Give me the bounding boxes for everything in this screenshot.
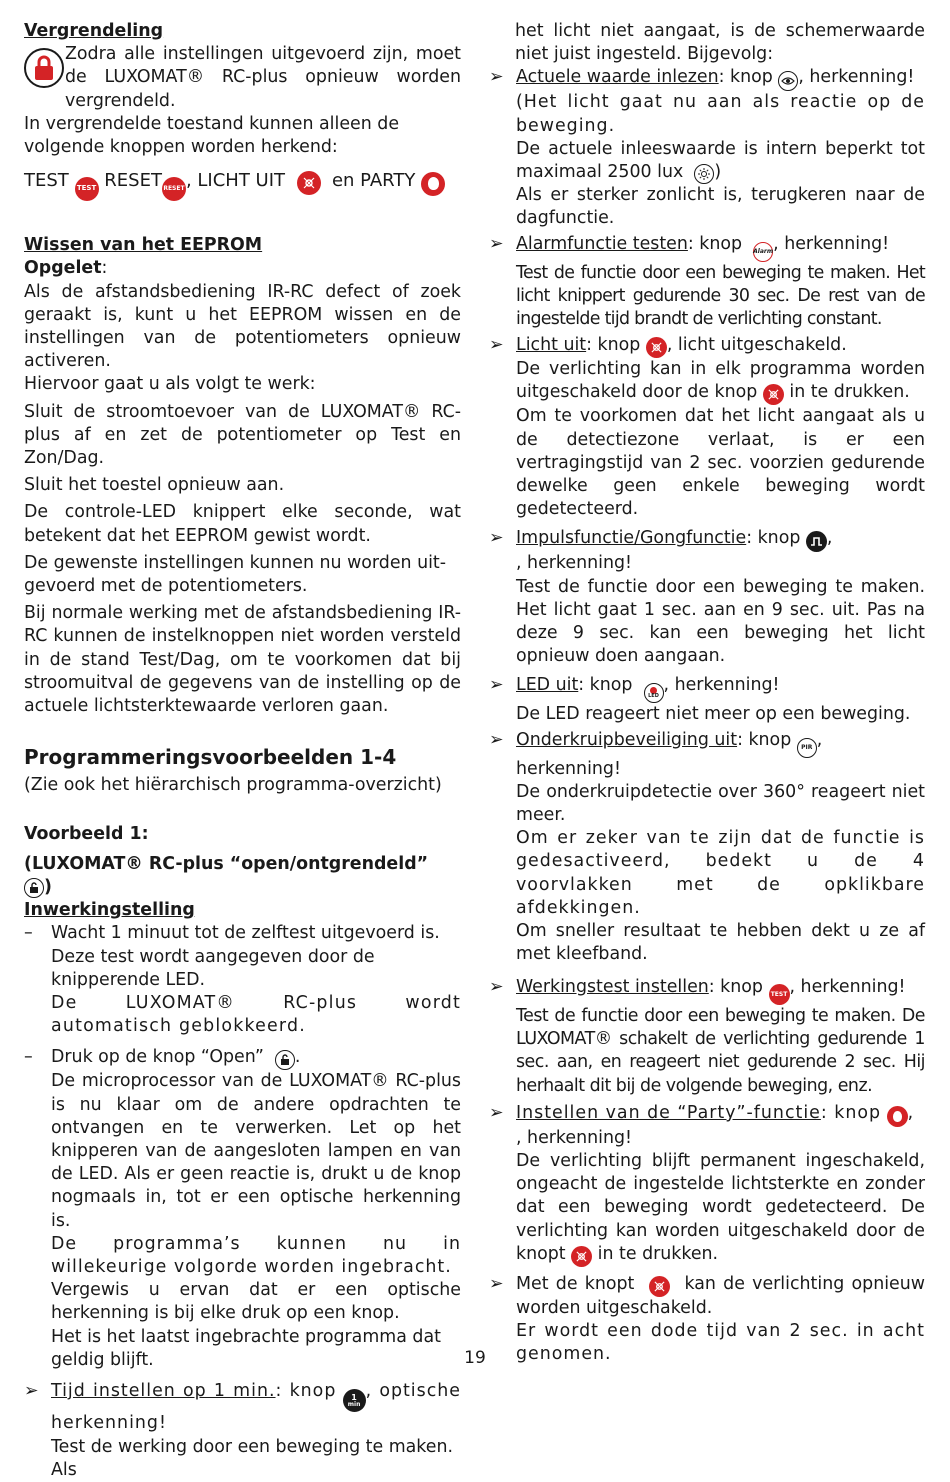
actuele-link: Actuele waarde inlezen [516, 67, 719, 88]
one-minute-icon: 1 min [343, 1389, 366, 1412]
step-1-text-2: Deze test wordt aangegeven door de knipperende LED. [51, 946, 375, 990]
pulse-icon [806, 531, 827, 552]
lock-icon [24, 48, 64, 88]
light-off-icon [763, 384, 784, 405]
test-button-icon: TEST [769, 984, 790, 1005]
led-text: De LED reageert niet meer op een beweging. [516, 704, 911, 725]
section-title-vergrendeling: Vergrendeling [24, 21, 164, 41]
light-off-icon [297, 171, 321, 195]
voorbeeld-1-subtitle: (LUXOMAT® RC-plus “open/ontgrendeld” ) [24, 853, 429, 897]
impuls-rest: , herkenning! [516, 553, 632, 574]
programmering-subtitle: (Zie ook het hiërarchisch programma-overzicht) [24, 775, 442, 796]
sun-icon [694, 164, 714, 184]
locked-keys-line [24, 169, 461, 201]
actuele-text-2: De actuele inleeswaarde is intern beperkt tot maximaal 2500 lux [516, 138, 925, 183]
item-party: ➢ Instellen van de “Party”-functie: knop , , herkenning! De verlichting blijft permanent ingeschakeld, ongeacht de ingestelde lichtsterkte en zonder dat een beweging wordt gedetecteerd. De verlichting kan worden uitgeschakeld door de knopt in te drukken. [489, 1102, 925, 1267]
pir-icon: PIR [797, 738, 817, 758]
item-impuls: ➢ Impulsfunctie/Gongfunctie: knop , , herkenning! Test de functie door een beweging te maken. Het licht gaat 1 sec. aan en 9 sec. uit. Pas na deze 9 sec. kan een beweging het licht opnieuw doen aangaan. [489, 527, 925, 668]
page-number: 19 [464, 1348, 486, 1368]
vergrendeling-text: Zodra alle instellingen uitgevoerd zijn, moet de LUXOMAT® RC-plus opnieuw worden vergrendeld. [65, 44, 461, 111]
item-licht-uit: ➢ Licht uit: knop , licht uitgeschakeld. De verlichting kan in elk programma worden uitgeschakeld door de knop in te drukken. Om te voorkomen dat het licht aangaat als u de detectiezone verlaat, is er een vertragingstijd van 2 sec. voorzien gedurende dewelke geen enkele beweging wordt gedetecteerd. [489, 334, 925, 521]
vergrendeling-text-2: In vergrendelde toestand kunnen alleen de volgende knoppen worden herkend: [24, 113, 400, 158]
met-text-b: kan de verlichting opnieuw worden uitgeschakeld. [516, 1273, 925, 1318]
werking-text: Test de functie door een beweging te maken. De LUXOMAT® schakelt de verlichting gedurende 1 sec. aan, en reageert niet gedurende 2 sec. Hij herhaalt dit bij de volgende beweging, enz. [516, 1006, 925, 1096]
led-link: LED uit [516, 675, 579, 696]
step-2-text-2: De microprocessor van de LUXOMAT® RC-plus is nu klaar om de andere opdrachten te ontvangen en te verwerken. Let op het knipperen van de aangesloten lampen en van de LED. Als er geen reactie is, drukt u de knop nogmaals in, tot er een optische herkenning is. [51, 1071, 461, 1231]
key-party-label: en PARTY [331, 170, 416, 192]
inwerkingstelling-title: Inwerkingstelling [24, 900, 195, 921]
led-icon: LED [644, 683, 664, 703]
eeprom-text-3: Sluit de stroomtoevoer van de LUXOMAT® RC-plus af en zet de potentiometer op Test en Zon/Dag. [24, 401, 461, 469]
licht-uit-text-1: De verlichting kan in elk programma worden uitgeschakeld door de knop [516, 359, 925, 403]
item-alarm: ➢ Alarmfunctie testen: knop Alarm , herkenning! Test de functie door een beweging te maken. Het licht knippert gedurende 30 sec. De rest van de ingestelde tijd brandt de verlichting constant. [489, 233, 925, 332]
eye-icon [778, 71, 798, 91]
step-1-text: Wacht 1 minuut tot de zelftest uitgevoerd is. [51, 923, 440, 944]
section-title-programmering: Programmeringsvoorbeelden 1-4 [24, 745, 397, 770]
onderkruip-link: Onderkruipbeveiliging uit [516, 729, 738, 750]
actuele-text-1: (Het licht gaat nu aan als reactie op de beweging. [516, 92, 925, 136]
eeprom-text-7: Bij normale werking met de afstandsbediening IR-RC kunnen de instelknoppen niet worden versteld in de stand Test/Dag, om te voorkomen dat bij stroomuitval de gegevens van de instelling op de actuele lichtsterktewaarde verloren gaan. [24, 603, 461, 717]
step-1-text-3: De LUXOMAT® RC-plus wordt automatisch geblokkeerd. [51, 992, 461, 1037]
voorbeeld-1-title: Voorbeeld 1: [24, 824, 149, 845]
impuls-text: Test de functie door een beweging te maken. Het licht gaat 1 sec. aan en 9 sec. uit. Pas na deze 9 sec. kan een beweging het licht opnieuw doen aangaan. [516, 576, 925, 667]
item-werking: ➢ Werkingstest instellen: knop TEST , herkenning! Test de functie door een beweging te maken. De LUXOMAT® schakelt de verlichting gedurende 1 sec. aan, en reageert niet gedurende 2 sec. Hij herhaalt dit bij de volgende beweging, enz. [489, 976, 925, 1098]
met-text-a: Met de knopt [516, 1273, 635, 1294]
eeprom-text-6: De gewenste instellingen kunnen nu worden uit-gevoerd met de potentiometers. [24, 552, 447, 597]
alarm-icon: Alarm [753, 242, 773, 262]
item-actuele: ➢ Actuele waarde inlezen: knop , herkenning! (Het licht gaat nu aan als reactie op de beweging. De actuele inleeswaarde is intern beperkt tot maximaal 2500 lux ) Als er sterker zonlicht is, terugkeren naar de dagfunctie. [489, 66, 925, 230]
right-column [489, 20, 925, 1366]
werking-link: Werkingstest instellen [516, 976, 709, 997]
alarm-text: Test de functie door een beweging te maken. Het licht knippert gedurende 30 sec. De rest van de ingestelde tijd brandt de verlichting constant. [516, 262, 925, 330]
light-off-icon [646, 337, 667, 358]
item-onderkruip: ➢ Onderkruipbeveiliging uit: knop PIR , herkenning! De onderkruipdetectie over 360° reageert niet meer. Om er zeker van te zijn dat de functie is gedesactiveerd, bedekt u de 4 voorvlakken met de opklikbare afdekkingen. Om sneller resultaat te hebben dekt u ze af met kleefband. [489, 729, 925, 967]
item-met-de-knopt: ➢ Met de knopt kan de verlichting opnieuw worden uitgeschakeld. Er wordt een dode tijd van 2 sec. in acht genomen. [489, 1273, 925, 1367]
eeprom-text-4: Sluit het toestel opnieuw aan. [24, 475, 285, 496]
step-2-text: Druk op de knop “Open” [51, 1047, 264, 1068]
step-2-text-4: Vergewis u ervan dat er een optische herkenning is bij elke druk op een knop. [51, 1280, 461, 1324]
impuls-link: Impulsfunctie/Gongfunctie [516, 528, 747, 549]
key-test-label: TEST [24, 170, 69, 192]
eeprom-text-2: Hiervoor gaat u als volgt te werk: [24, 374, 316, 395]
alarm-link: Alarmfunctie testen [516, 233, 688, 254]
onderkruip-text-2: Om er zeker van te zijn dat de functie is gedesactiveerd, bedekt u de 4 voorvlakken met de opklikbare afdekkingen. [516, 828, 925, 918]
light-off-icon [571, 1246, 592, 1267]
actuele-text-3: Als er sterker zonlicht is, terugkeren naar de dagfunctie. [516, 185, 925, 229]
tijd-text: Test de werking door een beweging te maken. Als [51, 1436, 454, 1480]
reset-button-icon: RESET [162, 177, 186, 201]
step-tijd: ➢ Tijd instellen op 1 min.: knop 1 min , optische herkenning! Test de werking door een beweging te maken. Als [24, 1380, 461, 1482]
party-link: Instellen van de “Party”-functie [516, 1102, 821, 1123]
step-2-text-3: De programma’s kunnen nu in willekeurige volgorde worden ingebracht. [51, 1233, 461, 1277]
onderkruip-text-1: De onderkruipdetectie over 360° reageert niet meer. [516, 781, 925, 826]
key-licht-uit-label: , LICHT UIT [185, 170, 286, 192]
intro-text: het licht niet aangaat, is de schemerwaarde niet juist ingesteld. Bijgevolg: [515, 21, 925, 65]
test-button-icon: TEST [75, 177, 99, 201]
step-1: – Wacht 1 minuut tot de zelftest uitgevoerd is. Deze test wordt aangegeven door de knipperende LED. De LUXOMAT® RC-plus wordt automatisch geblokkeerd. [24, 922, 461, 1038]
unlock-icon [275, 1050, 295, 1070]
onderkruip-text-3: Om sneller resultaat te hebben dekt u ze af met kleefband. [516, 921, 925, 965]
licht-uit-text-2: Om te voorkomen dat het licht aangaat als u de detectiezone verlaat, is er een vertragingstijd van 2 sec. voorzien gedurende dewelke geen enkele beweging wordt gedetecteerd. [516, 406, 925, 520]
party-text: De verlichting blijft permanent ingeschakeld, ongeacht de ingestelde lichtsterkte en zonder dat een beweging wordt gedetecteerd. De verlichting kan worden uitgeschakeld door de knopt [516, 1151, 925, 1264]
step-2-text-5: Het is het laatst ingebrachte programma dat geldig blijft. [51, 1326, 441, 1370]
item-led: ➢ LED uit: knop LED , herkenning! De LED reageert niet meer op een beweging. [489, 674, 925, 726]
licht-uit-link: Licht uit [516, 335, 587, 356]
tijd-link: Tijd instellen op 1 min. [51, 1380, 276, 1401]
party-icon [887, 1106, 908, 1127]
unlock-icon [24, 878, 44, 898]
eeprom-text-1: Als de afstandsbediening IR-RC defect of zoek geraakt is, kunt u het EEPROM wissen en de instellingen van de potentiometers opnieuw activeren. [24, 281, 461, 372]
party-rest: , herkenning! [516, 1127, 632, 1148]
party-icon [421, 172, 445, 196]
step-2: – Druk op de knop “Open” . De microprocessor van de LUXOMAT® RC-plus is nu klaar om de andere opdrachten te ontvangen en te verwerken. Let op het knipperen van de aangesloten lampen en van de LED. Als er geen reactie is, drukt u de knop nogmaals in, tot er een optische herkenning is. De programma’s kunnen nu in willekeurige volgorde worden ingebracht. Vergewis u ervan dat er een optische herkenning is bij elke druk op een knop. Het is het laatst ingebrachte programma dat geldig blijft. [24, 1046, 461, 1372]
left-column [24, 20, 461, 1482]
opgelet-colon: : [101, 258, 108, 279]
opgelet-label: Opgelet [24, 258, 102, 279]
section-title-eeprom: Wissen van het EEPROM [24, 235, 263, 256]
key-reset-label: RESET [104, 170, 162, 192]
eeprom-text-5: De controle-LED knippert elke seconde, wat betekent dat het EEPROM gewist wordt. [24, 502, 461, 546]
light-off-icon [649, 1276, 670, 1297]
met-text-2: Er wordt een dode tijd van 2 sec. in acht genomen. [516, 1321, 925, 1365]
